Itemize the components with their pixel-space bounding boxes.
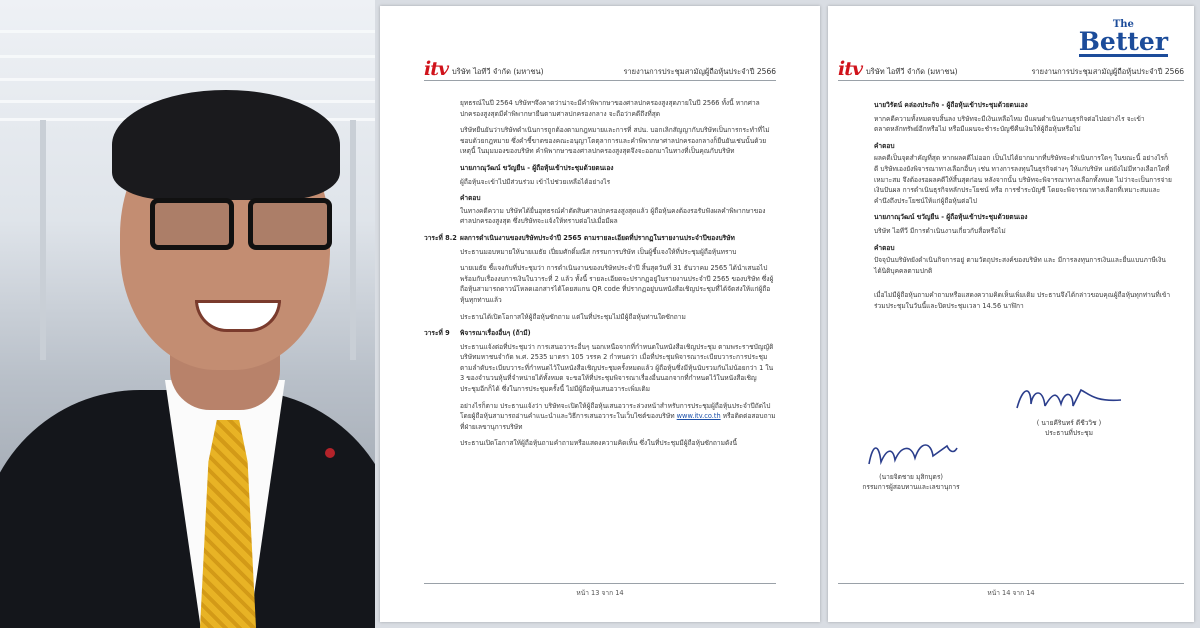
document-page-14 (828, 6, 1194, 622)
company-name: บริษัท ไอทีวี จำกัด (มหาชน) (452, 67, 544, 76)
answer-label: คำตอบ (874, 141, 895, 150)
document-page-13 (380, 6, 820, 622)
page-header (424, 58, 776, 81)
hair (112, 90, 340, 200)
paragraph: ประธานเปิดโอกาสให้ผู้ถือหุ้นถามคำถามหรือแสดงความคิดเห็น ซึ่งในที่ประชุมมีผู้ถือหุ้นซักถามดังนี้ (460, 439, 737, 448)
page-number: หน้า 14 จาก 14 (987, 589, 1035, 597)
paragraph: ยุทธรณ์ในปี 2564 บริษัทฯจึงคาดว่าน่าจะมีคำพิพากษาของศาลปกครองสูงสุดภายในปี 2566 ทั้งนี้ หากศาลปกครองสูงสุดมีคำพิพากษายืนตามศาลปกครองกลาง จะถือว่าคดีถึงที่สุด (460, 99, 760, 118)
answer-label: คำตอบ (460, 194, 481, 203)
report-title: รายงานการประชุมสามัญผู้ถือหุ้นประจำปี 2566 (623, 67, 776, 76)
page-header (838, 58, 1184, 81)
website-link[interactable]: www.itv.co.th (676, 412, 721, 421)
paragraph: ประธานได้เปิดโอกาสให้ผู้ถือหุ้นซักถาม แต่ในที่ประชุมไม่มีผู้ถือหุ้นท่านใดซักถาม (460, 312, 686, 321)
selfie-photo (0, 0, 375, 628)
answer-label: คำตอบ (874, 243, 895, 252)
answer: ในทางคดีความ บริษัทได้ยื่นอุทธรณ์คำตัดสินศาลปกครองสูงสุดแล้ว ผู้ถือหุ้นคงต้องรอรับฟังผลคำพิพากษาของศาลปกครองสูงสุด ซึ่งบริษัทจะแจ้งให้ทราบต่อไปเมื่อมีผล (460, 206, 766, 226)
paragraph: ประธานแจ้งต่อที่ประชุมว่า การเสนอวาระอื่นๆ นอกเหนือจากที่กำหนดในหนังสือเชิญประชุม ตามพระราชบัญญัติบริษัทมหาชนจำกัด พ.ศ. 2535 มาตรา 105 วรรค 2 กำหนดว่า เมื่อที่ประชุมพิจารณาระเบียบวาระการประชุมตามลำดับระเบียบวาระที่กำหนดไว้ในหนังสือเชิญประชุมครั้งหมดแล้ว ผู้ถือหุ้นซึ่งมีหุ้นนับรวมกันไม่น้อยกว่า 1 ใน 3 ของจำนวนหุ้นที่จำหน่ายได้ทั้งหมด จะขอให้ที่ประชุมพิจารณาเรื่องอื่นนอกจากที่กำหนดไว้ในหนังสือเชิญประชุมอีกก็ได้ ซึ่งในการประชุมครั้งนี้ ไม่มีผู้ถือหุ้นเสนอวาระเพิ่มเติม (460, 342, 774, 394)
speaker-name: นายภาณุวัฒน์ ขวัญยืน - ผู้ถือหุ้นเข้าประชุมด้วยตนเอง (874, 213, 1028, 222)
glasses (150, 198, 340, 252)
question: บริษัท ไอทีวี มีการดำเนินงานเกี่ยวกับสื่อหรือไม่ (874, 226, 1006, 235)
speaker-name: นายภาณุวัฒน์ ขวัญยืน - ผู้ถือหุ้นเข้าประชุมด้วยตนเอง (460, 163, 614, 172)
speaker-name: นายวิรัตน์ คล่องประกิจ - ผู้ถือหุ้นเข้าประชุมด้วยตนเอง (874, 101, 1028, 109)
lapel-pin (325, 448, 335, 458)
agenda-heading: วาระที่ 9 พิจารณาเรื่องอื่นๆ (ถ้ามี) (424, 329, 531, 338)
closing-paragraph: เมื่อไม่มีผู้ถือหุ้นถามคำถามหรือแสดงความคิดเห็นเพิ่มเติม ประธานจึงได้กล่าวขอบคุณผู้ถือหุ้นทุกท่านที่เข้าร่วมประชุมในวันนี้และปิดประชุมเวลา 14.56 นาฬิกา (874, 291, 1171, 310)
page-body (874, 96, 1172, 318)
chair-signature (1009, 380, 1129, 416)
question: หากคดีความทั้งหมดจบสิ้นลง บริษัทจะมีเงินเหลือไหม มีแผนดำเนินงานธุรกิจต่อไปอย่างไร จะเข้าตลาดหลักทรัพย์อีกหรือไม่ หรือมีแผนจะชำระบัญชีคืนเงินให้ผู้ถือหุ้นหรือไม่ (874, 114, 1145, 134)
question: ผู้ถือหุ้นจะเข้าไปมีส่วนร่วม เข้าไปช่วยเหลือได้อย่างไร (460, 177, 611, 186)
secretary-signature (861, 434, 961, 470)
paragraph: อย่างไรก็ตาม ประธานแจ้งว่า บริษัทจะเปิดให้ผู้ถือหุ้นเสนอวาระล่วงหน้าสำหรับการประชุมผู้ถือหุ้นประจำปีถัดไป โดยผู้ถือหุ้นสามารถอ่านคำแนะนำและวิธีการเสนอวาระในเว็บไซต์ของบริษัท www.itv.co.th หรือติดต่อสอบถามที่ฝ่ายเลขานุการบริษัท (460, 401, 776, 431)
chair-signature-block: ( นายคีรินทร์ ดีชีววิช ) ประธานที่ประชุม (994, 380, 1144, 438)
page-number: หน้า 13 จาก 14 (576, 589, 624, 597)
secretary-signature-block: (นายจิตชาย มุสิกบุตร) กรรมการผู้สอบทานและเลขานุการ (836, 434, 986, 492)
answer: ผลคดีเป็นจุดสำคัญที่สุด หากผลคดีไม่ออก เป็นไปได้ยากมากที่บริษัทจะดำเนินการใดๆ ในขณะนี้ อย่างไรก็ดี บริษัทเองยังพิจารณาทางเลือกอื่นๆ เช่น ทางการลงทุนในธุรกิจต่างๆ ให้แก่บริษัท แต่ยังไม่มีทางเลือกใดที่เหมาะสม จึงต้องรอผลคดีให้สิ้นสุดก่อน หลังจากนั้น บริษัทจะพิจารณาทางเลือกทั้งหมด ไม่ว่าจะเป็นการจ่ายเงินปันผล การดำเนินธุรกิจหลักประโยชน์ หรือ การชำระบัญชี โดยจะพิจารณาทางเลือกที่เหมาะสมและคำนึงถึงประโยชน์ให้แก่ผู้ถือหุ้นต่อไป (874, 154, 1172, 205)
agenda-heading: วาระที่ 8.2 ผลการดำเนินงานของบริษัทประจำปี 2565 ตามรายละเอียดที่ปรากฏในรายงานประจำปีของบริษัท (424, 233, 735, 242)
report-title: รายงานการประชุมสามัญผู้ถือหุ้นประจำปี 2566 (1031, 67, 1184, 76)
paragraph: บริษัทยืนยันว่าบริษัทดำเนินการถูกต้องตามกฎหมายและการที่ สปน. บอกเลิกสัญญากับบริษัทเป็นการกระทำที่ไม่ชอบด้วยกฎหมาย ซึ่งคำชี้ขาดของคณะอนุญาโตตุลาการและคำพิพากษาศาลปกครองกลางก็ยืนยันเช่นนั้นด้วยเหตุนี้ ในมุมมองของบริษัท คำพิพากษาของศาลปกครองสูงสุดจึงจะออกมาในทางที่เป็นคุณกับบริษัท (460, 126, 770, 156)
itv-logo: itv (424, 58, 449, 80)
page-body (424, 98, 776, 455)
the-better-logo: The Better (1078, 19, 1168, 56)
paragraph: ประธานมอบหมายให้นายเมธัย เปี่ยมศักดิ์มณีส กรรมการบริษัท เป็นผู้ชี้แจงให้ที่ประชุมผู้ถือหุ้นทราบ (460, 247, 737, 256)
itv-logo: itv (838, 58, 863, 80)
paragraph: นายเมธัย ชี้แจงกับที่ประชุมว่า การดำเนินงานของบริษัทประจำปี สิ้นสุดวันที่ 31 ธันวาคม 2565 ได้นำเสนอไปพร้อมกับเรื่องงบการเงินในวาระที่ 2 แล้ว ทั้งนี้ รายละเอียดจะปรากฏอยู่ในรายงานประจำปี 2565 ของบริษัท ซึ่งผู้ถือหุ้นสามารถดาวน์โหลดเอกสารได้โดยสแกน QR code ที่ปรากฏอยู่บนหนังสือเชิญประชุมที่ได้จัดส่งให้แก่ผู้ถือหุ้นทุกท่านแล้ว (460, 264, 774, 304)
answer: ปัจจุบันบริษัทยังดำเนินกิจการอยู่ ตามวัตถุประสงค์ของบริษัท และ มีการลงทุนการเงินและยื่นแบบภาษีเงินได้นิติบุคคลตามปกติ (874, 256, 1166, 275)
company-name: บริษัท ไอทีวี จำกัด (มหาชน) (866, 67, 958, 76)
